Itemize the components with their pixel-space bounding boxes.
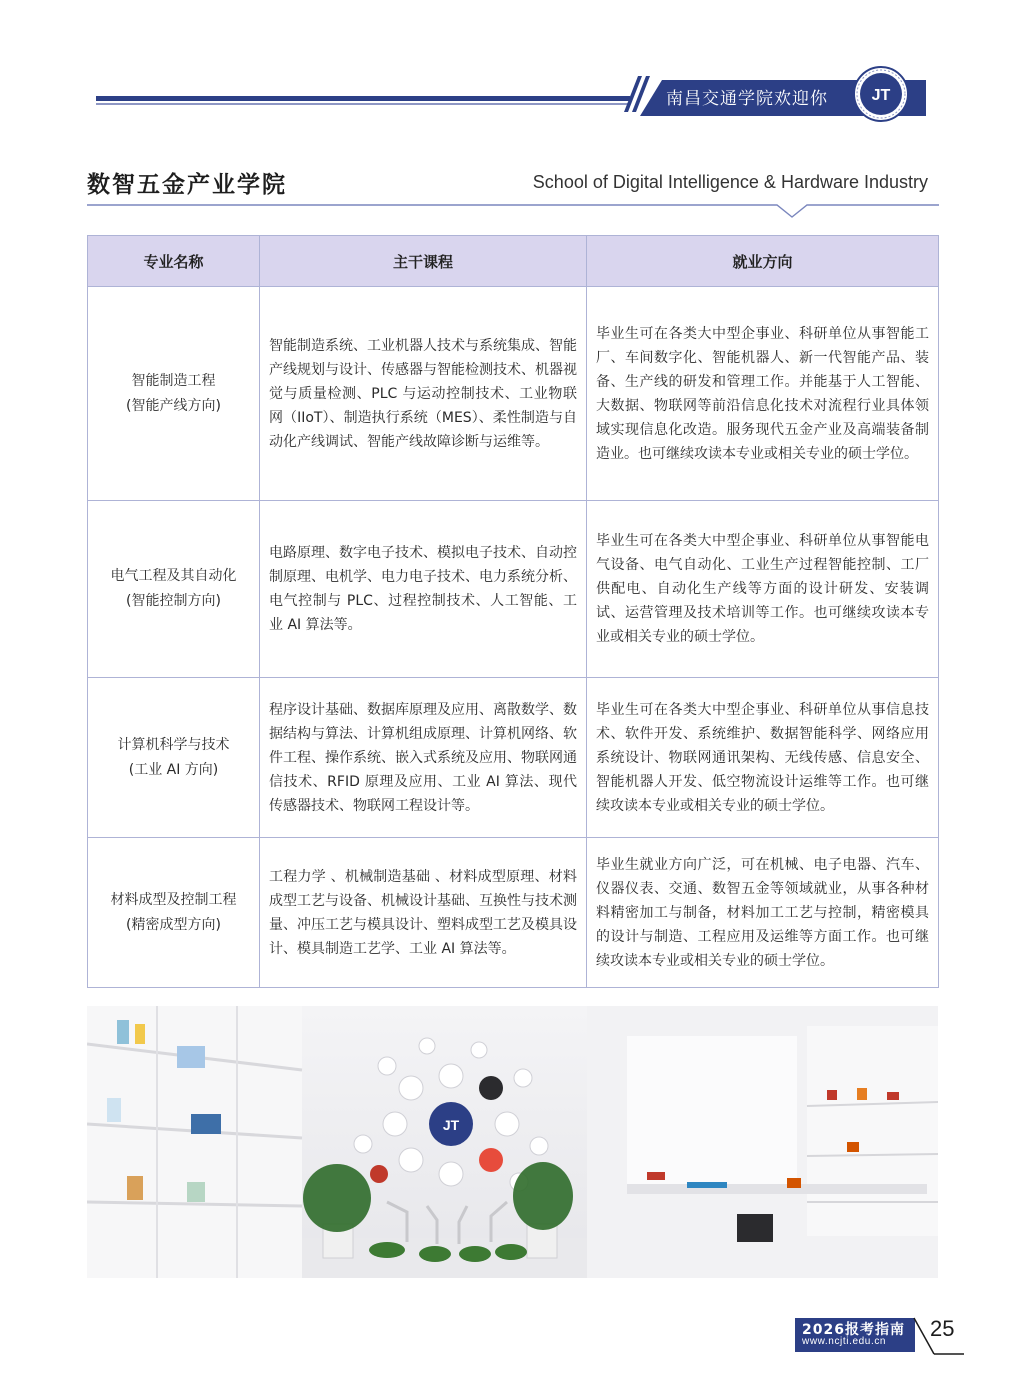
header-rule-thick [96,96,630,101]
table-row [88,501,939,678]
courses-cell: 工程力学 、机械制造基础 、材料成型原理、材料成型工艺与设备、机械设计基础、互换性与技术测量、冲压工艺与模具设计、塑料成型工艺及模具设计、模具制造工艺学、工业 AI 算法等。 [260,838,587,988]
major-direction: (工业 AI 方向) [128,761,219,778]
career-cell: 毕业生可在各类大中型企事业、科研单位从事智能电气设备、电气自动化、工业生产过程智能控制、工厂供配电、自动化生产线等方面的设计研发、安装调试、运营管理及技术培训等工作。也可继续攻读本专业或相关专业的硕士学位。 [587,501,939,678]
college-logo-icon [853,66,909,122]
major-name: 电气工程及其自动化 [110,568,237,584]
header-major: 专业名称 [88,236,260,287]
major-cell [88,838,260,988]
table-header-row [88,236,939,287]
major-direction: (智能控制方向) [126,593,221,609]
courses-cell: 程序设计基础、数据库原理及应用、离散数学、数据结构与算法、计算机组成原理、计算机网络、软件工程、操作系统、嵌入式系统及应用、物联网通信技术、RFID 原理及应用、工业 AI 算法、现代传感器技术、物联网工程设计等。 [260,678,587,838]
table-row [88,287,939,501]
major-name: 材料成型及控制工程 [110,891,237,908]
section-title-en: School of Digital Intelligence & Hardware Industry [532,172,928,192]
footer-url: www.ncjti.edu.cn [802,1336,887,1347]
major-direction: (智能产线方向) [126,397,221,414]
section-title-rule [87,203,939,219]
header-courses: 主干课程 [260,236,587,287]
exhibition-hall-photo [87,1006,938,1278]
section-title-cn: 数智五金产业学院 [87,172,287,198]
courses-cell: 智能制造系统、工业机器人技术与系统集成、智能产线规划与设计、传感器与智能检测技术、机器视觉与质量检测、PLC 与运动控制技术、工业物联网（IIoT）、制造执行系统（MES）、柔性制造与自动化产线调试、智能产线故障诊断与运维等。 [260,287,587,501]
major-name: 计算机科学与技术 [117,736,230,753]
major-name: 智能制造工程 [131,372,216,389]
table-row [88,838,939,988]
logo-initials: JT [871,87,891,104]
header-rule-thin [96,103,630,105]
header-career: 就业方向 [587,236,939,287]
photo-center-logo: JT [442,1117,460,1133]
footer-guide-title: 2026报考指南 [802,1322,905,1338]
page-number: 25 [930,1316,955,1341]
major-direction: (精密成型方向) [126,916,221,933]
right-showroom [587,1006,938,1278]
table-row [88,678,939,838]
major-cell [88,287,260,501]
major-cell [88,501,260,678]
major-cell [88,678,260,838]
welcome-text: 南昌交通学院欢迎你 [666,89,828,109]
majors-table [87,235,939,988]
career-cell: 毕业生就业方向广泛，可在机械、电子电器、汽车、仪器仪表、交通、数智五金等领域就业，从事各种材料精密加工与制备，材料加工工艺与控制，精密模具的设计与制造、工程应用及运维等方面工作。也可继续攻读本专业或相关专业的硕士学位。 [587,838,939,988]
career-cell: 毕业生可在各类大中型企事业、科研单位从事智能工厂、车间数字化、智能机器人、新一代智能产品、装备、生产线的研发和管理工作。并能基于人工智能、大数据、物联网等前沿信息化技术对流程行业具体领域实现信息化改造。服务现代五金产业及高端装备制造业。也可继续攻读本专业或相关专业的硕士学位。 [587,287,939,501]
career-cell: 毕业生可在各类大中型企事业、科研单位从事信息技术、软件开发、系统维护、数据智能科学、网络应用系统设计、物联网通讯架构、无线传感、信息安全、智能机器人开发、低空物流设计运维等工作。也可继续攻读本专业或相关专业的硕士学位。 [587,678,939,838]
left-shelves [87,1006,302,1278]
courses-cell: 电路原理、数字电子技术、模拟电子技术、自动控制原理、电机学、电力电子技术、电力系统分析、电气控制与 PLC、过程控制技术、人工智能、工业 AI 算法等。 [260,501,587,678]
